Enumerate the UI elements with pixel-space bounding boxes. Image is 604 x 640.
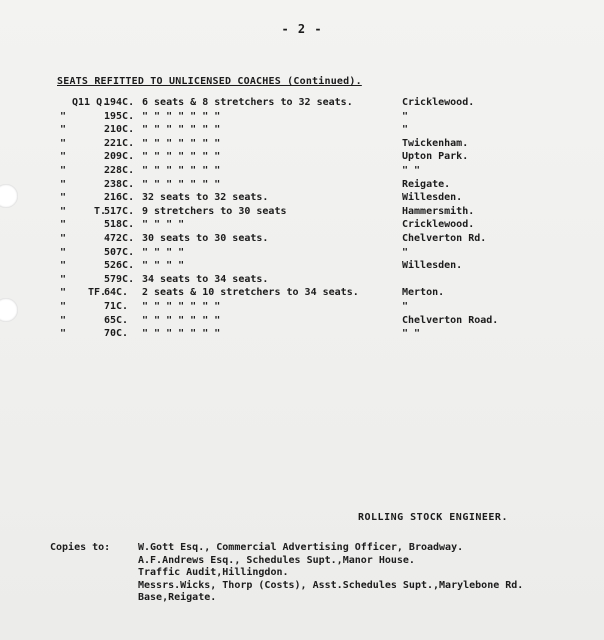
copies-label: Copies to:	[50, 542, 111, 553]
coach-row	[0, 151, 604, 165]
garage-location: " "	[402, 328, 421, 340]
row-ditto-mark: "	[60, 260, 67, 272]
coach-number: 517C.	[104, 205, 135, 217]
coach-number: 210C.	[104, 124, 135, 136]
seating-change: " " " " " " "	[142, 178, 221, 190]
row-ditto-mark: "	[60, 328, 67, 340]
garage-location: "	[402, 246, 409, 258]
coach-row	[0, 233, 604, 247]
coach-row	[0, 179, 604, 193]
row-ditto-mark: "	[60, 110, 67, 122]
coach-number: 472C.	[104, 233, 135, 244]
garage-location: Chelverton Road.	[402, 314, 499, 326]
row-ditto-mark: "	[60, 178, 67, 190]
coach-number: 209C.	[104, 151, 135, 163]
seating-change: " " " " " " "	[142, 314, 221, 326]
row-ditto-mark: "	[60, 137, 67, 149]
garage-location: Hammersmith.	[402, 205, 475, 217]
coach-number: 221C.	[104, 137, 135, 149]
row-ditto-mark: "	[60, 287, 67, 299]
seating-change: " " " " " " "	[142, 110, 221, 122]
seating-change: 9 stretchers to 30 seats	[142, 205, 287, 217]
garage-location: "	[402, 301, 409, 312]
seating-change: " " " " " " "	[142, 165, 221, 176]
garage-location: " "	[402, 165, 421, 176]
signature-title: ROLLING STOCK ENGINEER.	[358, 512, 508, 523]
coach-number: 216C.	[104, 192, 135, 204]
seating-change: " " " " " " "	[142, 137, 221, 149]
coach-row	[0, 301, 604, 315]
seating-change: 6 seats & 8 stretchers to 32 seats.	[142, 97, 353, 108]
garage-location: "	[402, 110, 409, 122]
coach-row	[0, 219, 604, 233]
garage-location: Chelverton Rd.	[402, 233, 487, 244]
coach-row	[0, 315, 604, 329]
seating-change: " " " "	[142, 260, 185, 272]
seating-change: " " " " " " "	[142, 151, 221, 163]
coach-row	[0, 206, 604, 220]
seating-change: 30 seats to 30 seats.	[142, 233, 269, 244]
seating-change: " " " "	[142, 219, 185, 231]
coach-row	[0, 260, 604, 274]
garage-location: "	[402, 124, 409, 136]
seating-change: " " " "	[142, 246, 185, 258]
garage-location: Merton.	[402, 287, 445, 299]
garage-location: Willesden.	[402, 192, 463, 204]
row-ditto-mark: "	[60, 192, 67, 204]
coach-row	[0, 124, 604, 138]
coach-row	[0, 165, 604, 179]
row-prefix: TF.	[87, 287, 106, 299]
coach-row	[0, 287, 604, 301]
coach-number: 228C.	[104, 165, 135, 176]
seating-change: 2 seats & 10 stretchers to 34 seats.	[142, 287, 359, 299]
coach-row	[0, 274, 604, 288]
row-ditto-mark: "	[60, 314, 67, 326]
copies-recipient: A.F.Andrews Esq., Schedules Supt.,Manor House.	[138, 554, 415, 566]
coach-number: 64C.	[104, 287, 129, 299]
coach-row	[0, 97, 604, 111]
coach-row	[0, 247, 604, 261]
row-ditto-mark: "	[60, 124, 67, 136]
seating-change: 34 seats to 34 seats.	[142, 273, 269, 285]
seating-change: 32 seats to 32 seats.	[142, 192, 269, 204]
seating-change: " " " " " " "	[142, 301, 221, 312]
coach-number: 70C.	[104, 328, 129, 340]
coach-number: 195C.	[104, 110, 135, 122]
coach-number: 579C.	[104, 273, 135, 285]
coach-number: 238C.	[104, 178, 135, 190]
garage-location: Reigate.	[402, 178, 451, 190]
row-ditto-mark: "	[60, 273, 67, 285]
row-ditto-mark: "	[60, 151, 67, 163]
garage-location: Twickenham.	[402, 137, 469, 149]
page-number: - 2 -	[281, 22, 323, 36]
row-ditto-mark: "	[60, 301, 67, 312]
seating-change: " " " " " " "	[142, 328, 221, 340]
coach-number: 507C.	[104, 246, 135, 258]
coach-number: 518C.	[104, 219, 135, 231]
garage-location: Willesden.	[402, 260, 463, 272]
coach-row	[0, 328, 604, 342]
coach-row	[0, 138, 604, 152]
seating-change: " " " " " " "	[142, 124, 221, 136]
garage-location: Upton Park.	[402, 151, 469, 163]
coach-number: 71C.	[104, 301, 129, 312]
coach-number: 65C.	[104, 314, 129, 326]
row-ditto-mark: "	[60, 233, 67, 244]
coach-row	[0, 111, 604, 125]
copies-recipient: Traffic Audit,Hillingdon.	[138, 567, 289, 578]
row-ditto-mark: "	[60, 205, 67, 217]
row-ditto-mark: "	[60, 219, 67, 231]
section-heading: SEATS REFITTED TO UNLICENSED COACHES (Continued).	[57, 76, 362, 87]
copies-recipient: W.Gott Esq., Commercial Advertising Officer, Broadway.	[138, 542, 464, 553]
row-prefix: T.	[93, 205, 106, 217]
row-ditto-mark: "	[60, 165, 67, 176]
garage-location: Cricklewood.	[402, 97, 475, 108]
garage-location: Cricklewood.	[402, 219, 475, 231]
coach-number: 194C.	[104, 97, 135, 108]
row-ditto-mark: "	[60, 246, 67, 258]
coach-number: 526C.	[104, 260, 135, 272]
copies-recipient: Base,Reigate.	[138, 592, 217, 603]
row-prefix: Q11 Q.	[72, 97, 109, 108]
copies-recipient: Messrs.Wicks, Thorp (Costs), Asst.Schedules Supt.,Marylebone Rd.	[138, 579, 524, 591]
coach-row	[0, 192, 604, 206]
